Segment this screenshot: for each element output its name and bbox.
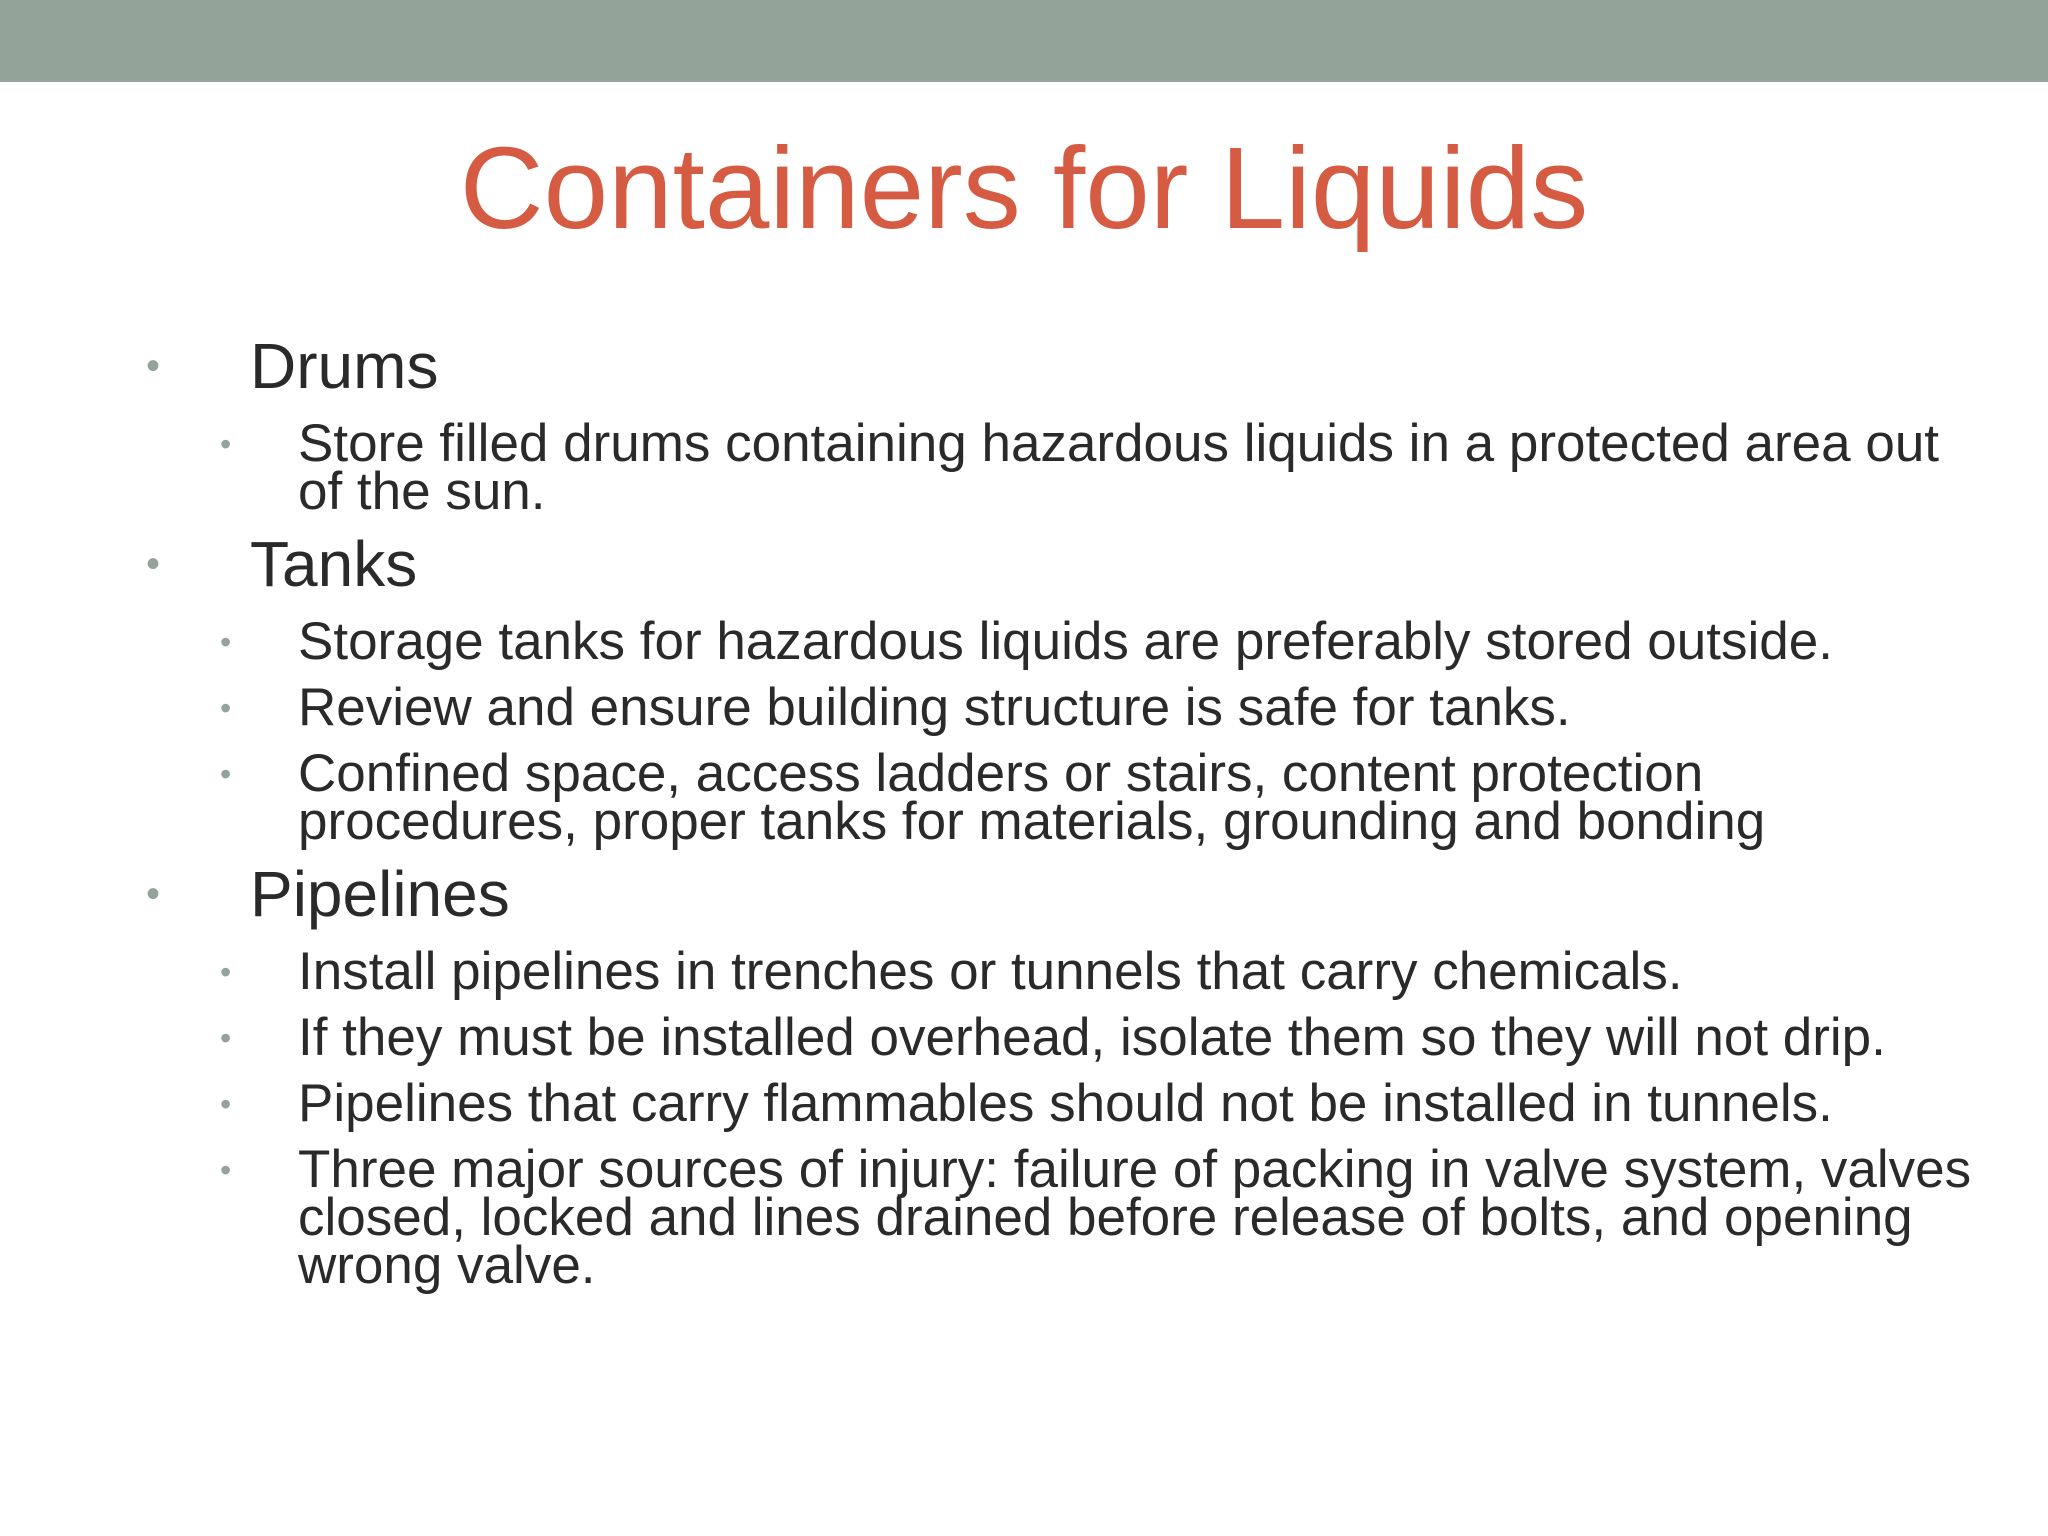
bullet-icon: •	[146, 872, 161, 916]
bullet-icon: •	[220, 756, 232, 792]
section-heading-label: Tanks	[250, 528, 418, 600]
list-item-text: Install pipelines in trenches or tunnels that carry chemicals.	[298, 942, 1683, 1001]
section-heading-label: Pipelines	[250, 858, 510, 930]
list-item	[0, 1074, 2048, 1133]
slide-content	[0, 330, 2048, 1295]
bullet-icon: •	[220, 954, 232, 990]
list-item	[0, 678, 2048, 737]
list-item	[0, 942, 2048, 1001]
list-item	[0, 612, 2048, 671]
bullet-icon: •	[220, 426, 232, 462]
list-item	[0, 744, 2048, 851]
section-heading-pipelines	[0, 858, 2048, 930]
list-item-text: Review and ensure building structure is safe for tanks.	[298, 678, 1571, 737]
list-item-text: Three major sources of injury: failure of packing in valve system, valves closed, locked and lines drained before release of bolts, and opening wrong valve.	[298, 1140, 1972, 1295]
bullet-icon: •	[146, 542, 161, 586]
list-item-text: Store filled drums containing hazardous liquids in a protected area out of the sun.	[298, 414, 1940, 521]
list-item	[0, 414, 2048, 521]
list-item-text: Pipelines that carry flammables should not be installed in tunnels.	[298, 1074, 1833, 1133]
bullet-icon: •	[220, 624, 232, 660]
list-item-text: Storage tanks for hazardous liquids are preferably stored outside.	[298, 612, 1833, 671]
bullet-icon: •	[220, 1152, 232, 1188]
bullet-icon: •	[220, 690, 232, 726]
list-item	[0, 1140, 2048, 1295]
list-item	[0, 1008, 2048, 1067]
bullet-icon: •	[220, 1020, 232, 1056]
section-heading-label: Drums	[250, 330, 439, 402]
section-heading-drums	[0, 330, 2048, 402]
list-item-text: If they must be installed overhead, isolate them so they will not drip.	[298, 1008, 1886, 1067]
bullet-icon: •	[220, 1086, 232, 1122]
bullet-icon: •	[146, 344, 161, 388]
top-accent-bar	[0, 0, 2048, 82]
section-heading-tanks	[0, 528, 2048, 600]
slide-title: Containers for Liquids	[459, 123, 1589, 253]
list-item-text: Confined space, access ladders or stairs, content protection procedures, proper tanks for materials, grounding and bonding	[298, 744, 1766, 851]
